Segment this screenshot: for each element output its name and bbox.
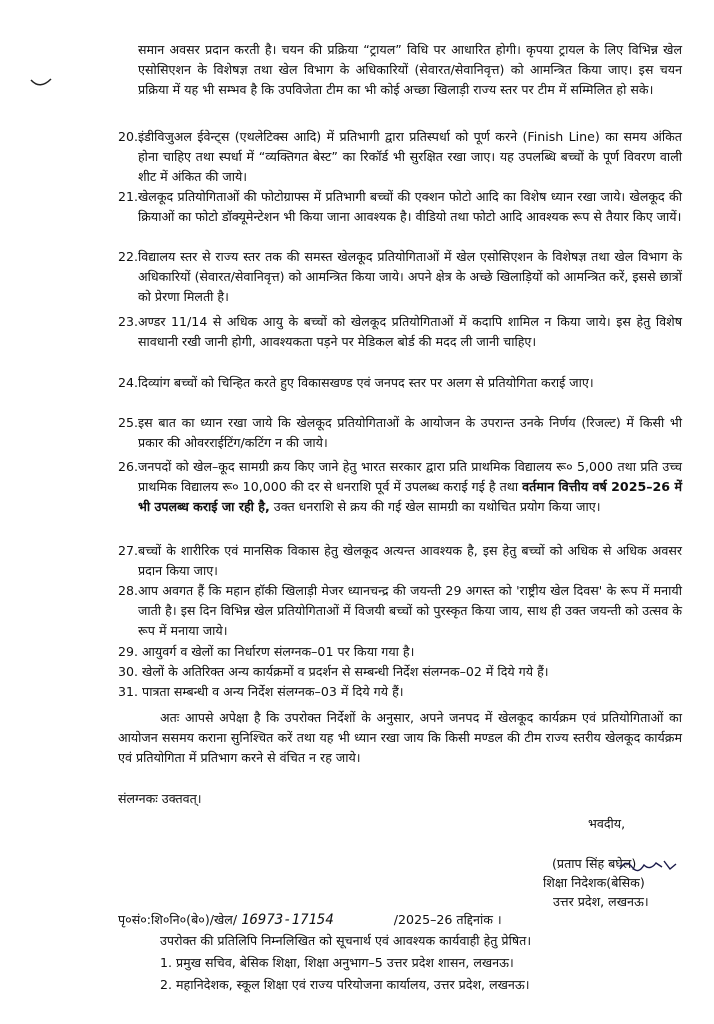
list-item-30: 30. खेलों के अतिरिक्त अन्य कार्यक्रमों व प्रदर्शन से सम्बन्धी निर्देश संलग्नक–02 में दिये गये हैं।	[118, 664, 549, 679]
list-item-27: 27. बच्चों के शारीरिक एवं मानसिक विकास हेतु खेलकूद अत्यन्त आवश्यक है, इस हेतु बच्चों को अधिक से अधिक अवसर प्रदान किया जाए।	[118, 543, 682, 578]
list-item-25: 25. इस बात का ध्यान रखा जाये कि खेलकूद प्रतियोगिताओं के आयोजन के उपरान्त उनके निर्णय (रिजल्ट) में किसी भी प्रकार की ओवरराईटिंग/कटिंग न की जाये।	[118, 415, 682, 450]
enclosure-note: संलग्नकः उक्तवत्।	[118, 791, 202, 806]
list-item-28: 28. आप अवगत हैं कि महान हॉकी खिलाड़ी मेजर ध्यानचन्द्र की जयन्ती 29 अगस्त को 'राष्ट्रीय खेल दिवस' के रूप में मनायी जाती है। इस दिन विभिन्न खेल प्रतियोगिताओं में विजयी बच्चों को पुरस्कृत किया जाय, साथ ही उक्त जयन्ती को उत्सव के रूप में मनाया जाये।	[118, 583, 682, 638]
closing-paragraph: अतः आपसे अपेक्षा है कि उपरोक्त निर्देशों के अनुसार, अपने जनपद में खेलकूद कार्यक्रम एवं प्रतियोगिताओं का आयोजन ससमय कराना सुनिश्चित करें तथा यह भी ध्यान रखा जाय कि किसी मण्डल की टीम राज्य स्तरीय खेलकूद कार्यक्रम एवं प्रतियोगिता में प्रतिभाग करने से वंचित न रह जाये।	[118, 710, 682, 765]
signatory-title: शिक्षा निदेशक(बेसिक)	[543, 875, 645, 890]
list-item-29: 29. आयुवर्ग व खेलों का निर्धारण संलग्नक–01 पर किया गया है।	[118, 644, 415, 659]
signatory-name: (प्रताप सिंह बघेल)	[552, 856, 637, 871]
list-item-22: 22. विद्यालय स्तर से राज्य स्तर तक की समस्त खेलकूद प्रतियोगिताओं में खेल एसोसिएशन के विशेषज्ञ तथा खेल विभाग के अधिकारियों (सेवारत/सेवानिवृत्त) को आमन्त्रित किया जाये। अपने क्षेत्र के अच्छे खिलाड़ियों को आमन्त्रित करें, इससे छात्रों को प्रेरणा मिलती है।	[118, 249, 683, 304]
signatory-place: उत्तर प्रदेश, लखनऊ।	[553, 894, 649, 909]
list-item-31: 31. पात्रता सम्बन्धी व अन्य निर्देश संलग्नक–03 में दिये गये हैं।	[118, 684, 404, 699]
list-item-24: 24. दिव्यांग बच्चों को चिन्हित करते हुए विकासखण्ड एवं जनपद स्तर पर अलग से प्रतियोगिता कराई जाए।	[118, 375, 594, 390]
reference-number: 16973-17154	[241, 912, 334, 928]
intro-paragraph: समान अवसर प्रदान करती है। चयन की प्रक्रिया “ट्रायल” विधि पर आधारित होगी। कृपया ट्रायल के लिए विभिन्न खेल एसोसिएशन के विशेषज्ञ तथा खेल विभाग के अधिकारियों (सेवारत/सेवानिवृत्त) को आमन्त्रित किया जाए। इस चयन प्रक्रिया में यह भी सम्भव है कि उपविजेता टीम का भी कोई अच्छा खिलाड़ी राज्य स्तर पर टीम में सम्मिलित हो सके।	[138, 42, 682, 97]
scan-mark	[30, 78, 52, 88]
reference-line: पृ०सं०:शि०नि०(बे०)/खेल/ 16973-17154 /2025–26 तद्दिनांक ।	[118, 912, 502, 928]
copy-item-1: 1. प्रमुख सचिव, बेसिक शिक्षा, शिक्षा अनुभाग–5 उत्तर प्रदेश शासन, लखनऊ।	[160, 955, 514, 970]
copy-intro: उपरोक्त की प्रतिलिपि निम्नलिखित को सूचनार्थ एवं आवश्यक कार्यवाही हेतु प्रेषित।	[160, 933, 532, 948]
copy-item-2: 2. महानिदेशक, स्कूल शिक्षा एवं राज्य परियोजना कार्यालय, उत्तर प्रदेश, लखनऊ।	[160, 977, 530, 992]
list-item-21: 21. खेलकूद प्रतियोगिताओं की फोटोग्राफ्स में प्रतिभागी बच्चों की एक्शन फोटो आदि का विशेष ध्यान रखा जाये। खेलकूद की क्रियाओं का फोटो डॉक्यूमेन्टेशन भी किया जाना आवश्यक है। वीडियो तथा फोटो आदि आवश्यक रूप से तैयार किए जायें।	[118, 189, 682, 224]
list-item-23: 23. अण्डर 11/14 से अधिक आयु के बच्चों को खेलकूद प्रतियोगिताओं में कदापि शामिल न किया जाये। इस हेतु विशेष सावधानी रखी जानी होगी, आवश्यकता पड़ने पर मेडिकल बोर्ड की मदद ली जानी चाहिए।	[118, 314, 682, 349]
salutation: भवदीय,	[588, 816, 626, 831]
list-item-20: 20. इंडीविजुअल ईवेन्ट्स (एथलेटिक्स आदि) में प्रतिभागी द्वारा प्रतिस्पर्धा को पूर्ण करने (Finish Line) का समय अंकित होना चाहिए तथा स्पर्धा में “व्यक्तिगत बेस्ट” का रिकॉर्ड भी सुरक्षित रखा जाए। यह उपलब्धि बच्चों के पूर्ण विवरण वाली शीट में अंकित की जाये।	[118, 129, 682, 184]
list-item-26: 26. जनपदों को खेल–कूद सामग्री क्रय किए जाने हेतु भारत सरकार द्वारा प्रति प्राथमिक विद्यालय रू० 5,000 तथा प्रति उच्च प्राथमिक विद्यालय रू० 10,000 की दर से धनराशि पूर्व में उपलब्ध कराई गई है तथा वर्तमान वित्तीय वर्ष 2025–26 में भी उपलब्ध कराई जा रही है, उक्त धनराशि से क्रय की गई खेल सामग्री का यथोचित प्रयोग किया जाए।	[118, 459, 682, 514]
